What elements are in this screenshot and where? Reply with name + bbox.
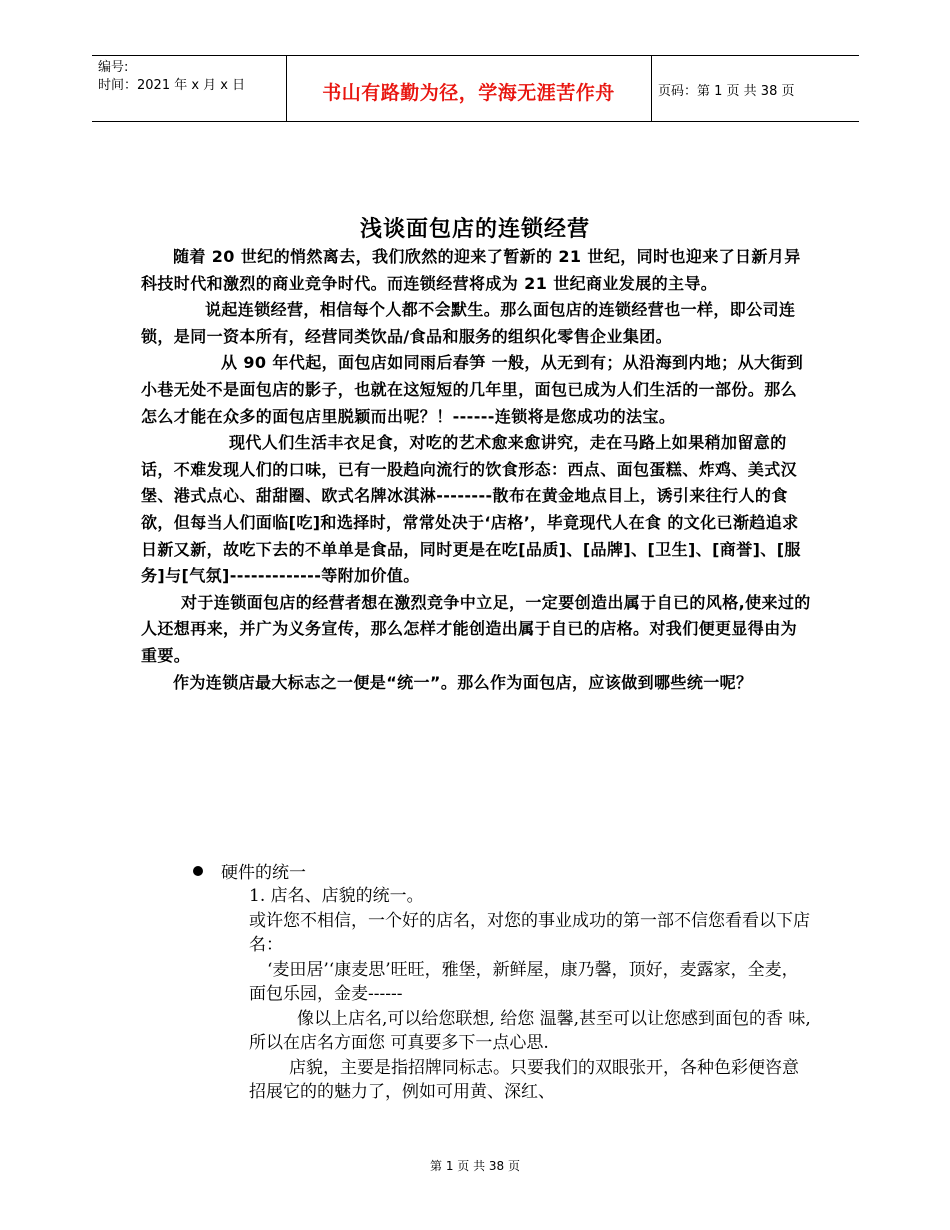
paragraph: 对于连锁面包店的经营者想在激烈竞争中立足，一定要创造出属于自已的风格,使来过的人还想再来，并广为义务宣传，那么怎样才能创造出属于自已的店格。对我们便更显得由为重要。 <box>141 592 811 665</box>
paragraph: 随着 20 世纪的悄然离去，我们欣然的迎来了暂新的 21 世纪，同时也迎来了日新月异科技时代和激烈的商业竞争时代。而连锁经营将成为 21 世纪商业发展的主导。 <box>141 247 801 293</box>
header-top-rule <box>92 55 859 56</box>
header-bottom-rule <box>92 121 859 122</box>
page-footer: 第 1 页 共 38 页 <box>430 1159 520 1173</box>
code-label: 编号: <box>98 60 129 75</box>
time-label: 时间：2021 年 x 月 x 日 <box>98 78 246 93</box>
item-section <box>249 884 814 1105</box>
header-meta <box>98 59 245 95</box>
header-page-info: 页码：第 1 页 共 38 页 <box>658 84 795 99</box>
item-paragraph: ‘麦田居’‘康麦思’旺旺，雅堡，新鲜屋，康乃馨，顶好，麦露家，全麦，面包乐园，金麦------ <box>249 959 799 1004</box>
header-motto: 书山有路勤为径，学海无涯苦作舟 <box>322 82 615 104</box>
article-body <box>141 244 811 696</box>
paragraph: 说起连锁经营，相信每个人都不会默生。那么面包店的连锁经营也一样，即公司连锁，是同一资本所有，经营同类饮品/食品和服务的组织化零售企业集团。 <box>141 300 796 346</box>
bullet-icon <box>193 866 203 876</box>
item-paragraph: 店貌，主要是指招牌同标志。只要我们的双眼张开，各种色彩便咨意招展它的的魅力了，例如可用黄、深红、 <box>249 1057 799 1102</box>
paragraph: 从 90 年代起，面包店如同雨后春笋 一般，从无到有；从沿海到内地；从大街到小巷无处不是面包店的影子，也就在这短短的几年里，面包已成为人们生活的一部份。那么怎么才能在众多的面包店里脱颖而出呢？！------连锁将是您成功的法宝。 <box>141 353 804 426</box>
article-title: 浅谈面包店的连锁经营 <box>359 217 590 242</box>
bullet-item <box>193 861 306 885</box>
item-paragraph: 或许您不相信，一个好的店名，对您的事业成功的第一部不信您看看以下店名： <box>249 910 810 955</box>
item-title: 1. 店名、店貌的统一。 <box>249 886 424 906</box>
paragraph: 现代人们生活丰衣足食，对吃的艺术愈来愈讲究，走在马路上如果稍加留意的话，不难发现人们的口味，已有一股趋向流行的饮食形态：西点、面包蛋糕、炸鸡、美式汉堡、港式点心、甜甜圈、欧式名牌冰淇淋--------散布在黄金地点目上，诱引来往行人的食欲，但每当人们面临[吃]和选择时，常常处决于‘店格’，毕竟现代人在食 的文化已渐趋追求日新又新，故吃下去的不单单是食品，同时更是在吃[品质]、[品牌]、[卫生]、[商誉]、[服务]与[气氛]-------------等附加价值。 <box>141 433 801 586</box>
header-divider-right <box>651 56 652 121</box>
paragraph: 作为连锁店最大标志之一便是“统一”。那么作为面包店，应该做到哪些统一呢？ <box>173 672 753 692</box>
bullet-label: 硬件的统一 <box>221 863 306 883</box>
item-paragraph: 像以上店名,可以给您联想, 给您 温馨,甚至可以让您感到面包的香 味,所以在店名方面您 可真要多下一点心思. <box>249 1008 811 1053</box>
